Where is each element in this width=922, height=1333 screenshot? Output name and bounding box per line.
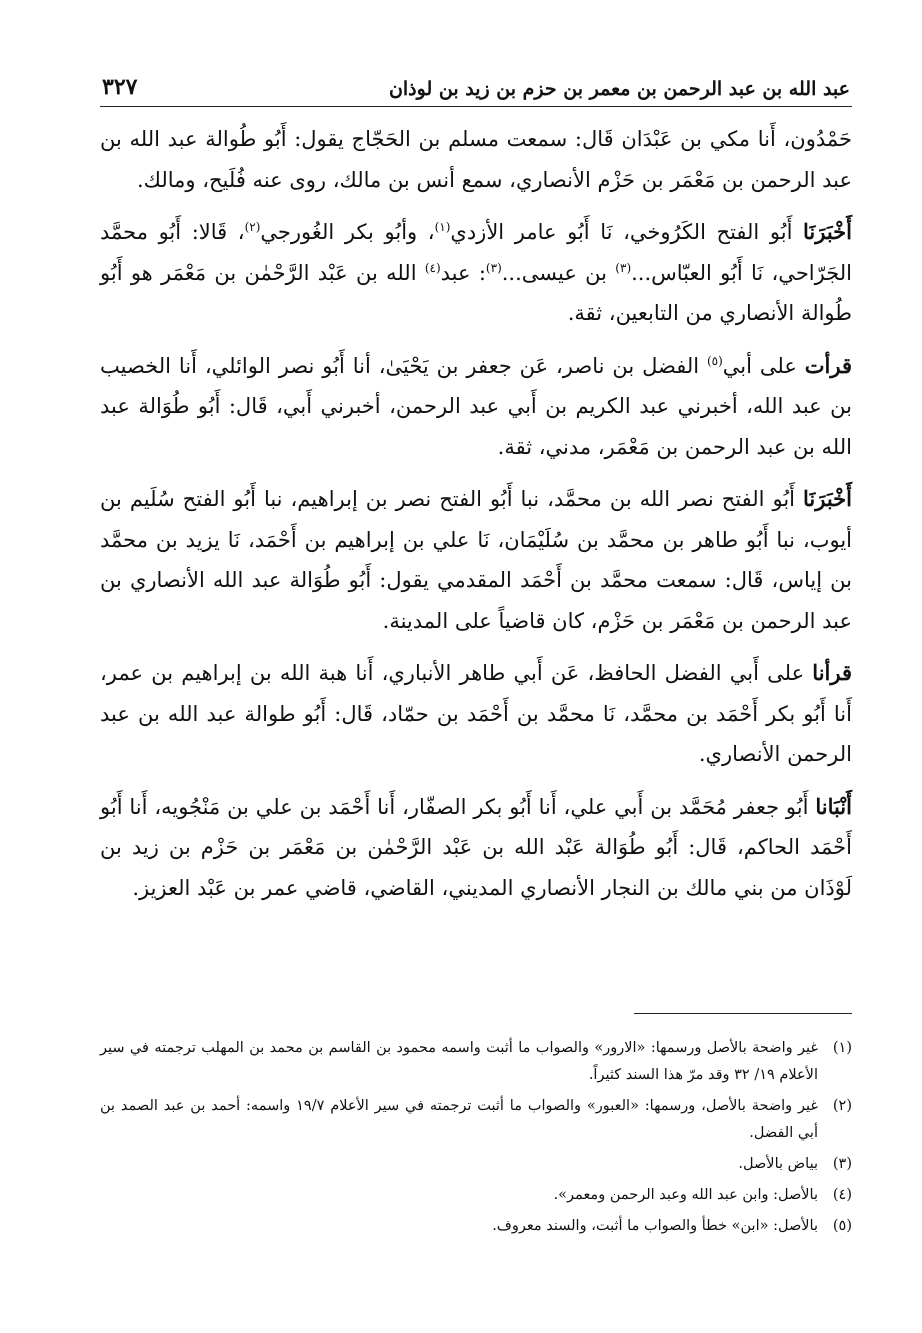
paragraph-lead: أَخْبَرَنَا bbox=[803, 219, 852, 244]
footnote-number: (٣) bbox=[832, 1156, 852, 1172]
main-text bbox=[100, 119, 852, 908]
footnote-text: بياض بالأصل. bbox=[738, 1156, 818, 1172]
footnote-text: بالأصل: وابن عبد الله وعبد الرحمن ومعمر». bbox=[553, 1187, 818, 1203]
paragraph-lead: قرأت bbox=[804, 352, 852, 378]
paragraph bbox=[100, 479, 852, 641]
paragraph-text: : عبد bbox=[440, 260, 486, 285]
footnote-number: (٢) bbox=[832, 1098, 852, 1114]
footnotes bbox=[100, 1035, 852, 1244]
footnote-ref: (٣) bbox=[485, 260, 502, 275]
footnote-ref: (٣) bbox=[615, 260, 632, 275]
paragraph bbox=[100, 653, 852, 775]
footnote-ref: (٥) bbox=[706, 353, 723, 368]
running-header bbox=[100, 60, 852, 107]
paragraph bbox=[100, 212, 852, 334]
footnote-text: غير واضحة بالأصل ورسمها: «الارور» والصواب ما أثبت واسمه محمود بن القاسم بن محمد بن المهلب ترجمته في سير الأعلام ١٩/ ٣٢ وقد مرّ هذا السند كثيراً. bbox=[100, 1040, 818, 1083]
footnote-number: (٥) bbox=[832, 1218, 852, 1234]
paragraph-text: بن عيسى... bbox=[501, 260, 616, 285]
paragraph-text: الله بن عَبْد الرَّحْمٰن بن مَعْمَر هو أَبُو طُوالة الأنصاري من التابعين، ثقة. bbox=[100, 260, 852, 325]
footnote-text: غير واضحة بالأصل، ورسمها: «العبور» والصواب ما أثبت ترجمته في سير الأعلام ١٩/٧ واسمه: أحمد بن عبد الصمد بن أبي الفضل. bbox=[100, 1098, 818, 1141]
footnote bbox=[100, 1182, 852, 1209]
footnote-ref: (٤) bbox=[424, 260, 441, 275]
paragraph-text: أَبُو الفتح الكَرُوخي، نَا أَبُو عامر الأزدي bbox=[450, 220, 804, 244]
page-number: ٣٢٧ bbox=[102, 74, 138, 100]
footnote bbox=[100, 1151, 852, 1178]
footnote-number: (٤) bbox=[832, 1187, 852, 1203]
paragraph-text: الفضل بن ناصر، عَن جعفر بن يَحْيَىٰ، أنا أَبُو نصر الوائلي، أَنا الخصيب بن عبد الله، أخبرني عبد الكريم بن أَبي عبد الرحمن، أخبرني أَبي، قَال: أَبُو طُوَالة عبد الله بن عبد الرحمن بن مَعْمَر، مدني، ثقة. bbox=[100, 353, 852, 459]
paragraph-lead: أَخْبَرَنَا bbox=[803, 486, 852, 511]
running-title: عبد الله بن عبد الرحمن بن معمر بن حزم بن زيد بن لوذان bbox=[388, 78, 850, 100]
paragraph bbox=[100, 346, 852, 468]
paragraph-text: أَبُو جعفر مُحَمَّد بن أَبي علي، أَنا أَبُو بكر الصفّار، أَنا أَحْمَد بن علي بن مَنْجُويه، أَنا أَبُو أَحْمَد الحاكم، قَال: أَبُو طُوَالة عَبْد الله بن عَبْد الرَّحْمٰن بن مَعْمَر بن حَزْم بن زيد بن لَوْذَان من بني مالك بن النجار الأنصاري المديني، القاضي، قاضي عمر بن عَبْد العزيز. bbox=[100, 794, 852, 900]
book-page bbox=[100, 60, 852, 1300]
paragraph-text: حَمْدُون، أَنا مكي بن عَبْدَان قَال: سمعت مسلم بن الحَجّاج يقول: أَبُو طُوالة عبد الله بن عبد الرحمن بن مَعْمَر بن حَزْم الأنصاري، سمع أنس بن مالك، روى عنه فُلَيح، ومالك. bbox=[100, 127, 852, 192]
paragraph-text: على أَبي الفضل الحافظ، عَن أَبي طاهر الأنباري، أَنا هبة الله بن إبراهيم بن عمر، أَنا أَبُو بكر أَحْمَد بن محمَّد، نَا محمَّد بن أَحْمَد بن حمّاد، قَال: أَبُو طوالة عبد الله بن عبد الرحمن الأنصاري. bbox=[100, 661, 852, 766]
paragraph-text: أَبُو الفتح نصر الله بن محمَّد، نبا أَبُو الفتح نصر بن إبراهيم، نبا أَبُو الفتح سُلَيم بن أيوب، نبا أَبُو طاهر بن محمَّد بن سُلَيْمَان، نَا علي بن إبراهيم بن أَحْمَد، نَا يزيد بن محمَّد بن إياس، قَال: سمعت محمَّد بن أَحْمَد المقدمي يقول: أَبُو طُوَالة عبد الله الأنصاري بن عبد الرحمن بن مَعْمَر بن حَزْم، كان قاضياً على المدينة. bbox=[100, 487, 852, 633]
paragraph-lead: أَنْبَانا bbox=[815, 793, 852, 819]
footnote-ref: (١) bbox=[434, 220, 451, 234]
footnote-divider bbox=[634, 1013, 852, 1014]
paragraph-text: على أبي bbox=[722, 353, 805, 378]
paragraph-text: ، قَالا: أَبُو محمَّد الجَرّاحي، نَا أَبُو العبّاس... bbox=[100, 220, 853, 285]
paragraph bbox=[100, 119, 852, 200]
footnote-number: (١) bbox=[832, 1040, 852, 1056]
paragraph-text: ، وأبُو بكر الغُورجي bbox=[260, 220, 435, 244]
footnote bbox=[100, 1035, 852, 1089]
paragraph-lead: قرأنا bbox=[812, 660, 852, 685]
paragraph bbox=[100, 787, 852, 909]
footnote-text: بالأصل: «ابن» خطأ والصواب ما أثبت، والسند معروف. bbox=[492, 1218, 818, 1234]
footnote bbox=[100, 1213, 852, 1240]
footnote bbox=[100, 1093, 852, 1147]
footnote-ref: (٢) bbox=[244, 220, 261, 234]
